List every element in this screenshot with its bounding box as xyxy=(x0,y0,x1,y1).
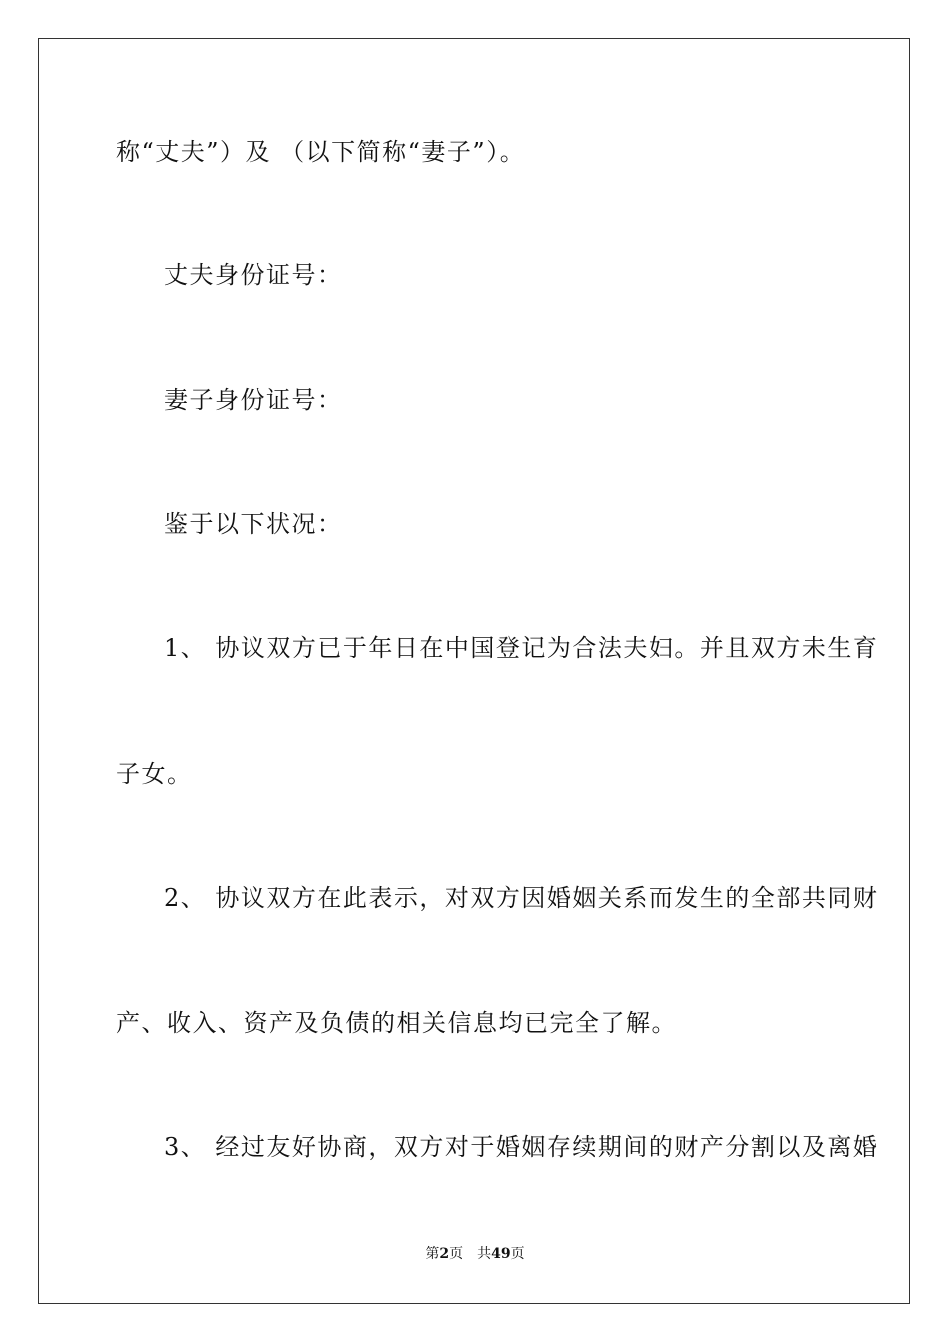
page-border xyxy=(38,38,910,1304)
text-line-whereas: 鉴于以下状况： xyxy=(164,510,343,538)
footer-page-suffix: 页 xyxy=(449,1246,464,1262)
footer-total-prefix: 共 xyxy=(477,1246,492,1262)
text-line-wife-id: 妻子身份证号： xyxy=(164,386,343,414)
footer-total-suffix: 页 xyxy=(510,1246,525,1262)
text-line-intro: 称“丈夫”）及 （以下简称“妻子”）。 xyxy=(116,138,526,166)
footer-total-pages: 49 xyxy=(491,1246,511,1262)
text-line-husband-id: 丈夫身份证号： xyxy=(164,261,343,289)
page-footer xyxy=(0,1244,950,1264)
clause-2-line-1: 2、 协议双方在此表示，对双方因婚姻关系而发生的全部共同财 xyxy=(164,884,879,912)
clause-1-line-1: 1、 协议双方已于年日在中国登记为合法夫妇。并且双方未生育 xyxy=(164,634,879,662)
clause-2-line-2: 产、收入、资产及负债的相关信息均已完全了解。 xyxy=(116,1009,677,1037)
clause-3-line-1: 3、 经过友好协商，双方对于婚姻存续期间的财产分割以及离婚 xyxy=(164,1133,879,1161)
footer-page-prefix: 第 xyxy=(425,1246,440,1262)
footer-page-number: 2 xyxy=(439,1246,450,1262)
clause-1-line-2: 子女。 xyxy=(116,760,193,788)
